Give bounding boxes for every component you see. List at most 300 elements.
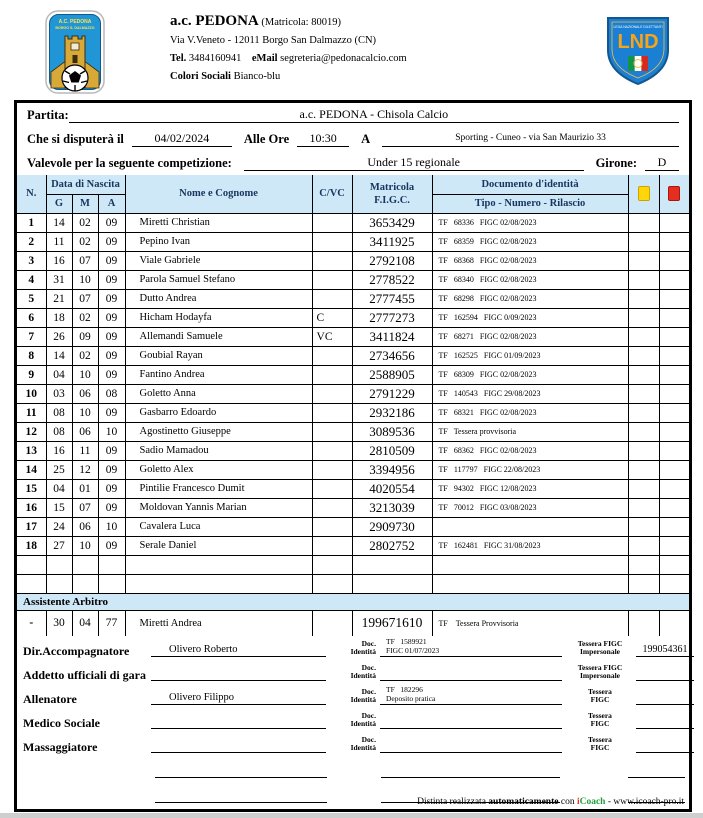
player-name-cell: Hicham Hodayfa [125,308,312,327]
player-month-cell: 10 [72,536,98,555]
yellow-card-icon [638,186,650,201]
staff-name-line [151,728,326,729]
player-cvc-cell [312,498,352,517]
player-number-cell: 2 [17,232,46,251]
staff-tessera-line [636,704,694,705]
empty-table-row [17,574,689,593]
assistant-year-cell: 77 [98,610,125,636]
player-month-cell: 06 [72,384,98,403]
table-row [17,479,689,498]
player-year-cell: 09 [98,213,125,232]
match-sheet [14,100,692,812]
player-name-cell: Fantino Andrea [125,365,312,384]
staff-tessera-line [636,728,694,729]
player-name-cell: Goubial Rayan [125,346,312,365]
player-name-cell: Parola Samuel Stefano [125,270,312,289]
lnd-text: LND [617,31,659,53]
player-month-cell: 07 [72,498,98,517]
col-header-red-card [659,175,689,213]
assistant-month-cell: 04 [72,610,98,636]
player-red-cell [659,270,689,289]
player-yellow-cell [628,460,659,479]
player-doc-cell: TF 68359 FIGC 02/08/2023 [432,232,628,251]
player-yellow-cell [628,498,659,517]
player-day-cell: 24 [46,517,72,536]
footer-text: Distinta realizzata [417,797,489,807]
player-month-cell: 07 [72,289,98,308]
letterhead [0,0,703,100]
player-number-cell: 4 [17,270,46,289]
assistant-name-cell: Miretti Andrea [125,610,312,636]
player-number-cell: 1 [17,213,46,232]
player-matricola-cell: 2802752 [352,536,432,555]
player-matricola-cell: 3213039 [352,498,432,517]
player-day-cell: 31 [46,270,72,289]
email-value: segreteria@pedonacalcio.com [280,53,407,64]
player-number-cell: 14 [17,460,46,479]
blank-line [381,777,560,778]
staff-doc-value: TF 182296 Deposito pratica [386,685,436,703]
player-year-cell: 10 [98,422,125,441]
staff-doc-line [380,680,562,681]
player-number-cell: 18 [17,536,46,555]
staff-tessera-label: Tessera FIGC [588,686,612,705]
player-month-cell: 11 [72,441,98,460]
roster-table [17,175,689,636]
player-day-cell: 04 [46,479,72,498]
player-matricola-cell: 2932186 [352,403,432,422]
player-doc-cell [432,517,628,536]
venue-value: Sporting - Cuneo - via San Maurizio 33 [382,133,679,147]
player-number-cell: 10 [17,384,46,403]
player-year-cell: 09 [98,289,125,308]
player-red-cell [659,498,689,517]
player-matricola-cell: 2810509 [352,441,432,460]
player-day-cell: 14 [46,213,72,232]
player-number-cell: 11 [17,403,46,422]
player-doc-cell: TF 68298 FIGC 02/08/2023 [432,289,628,308]
competition-value: Under 15 regionale [244,155,584,171]
club-badge-line2: BORGO S. DALMAZZO [55,26,95,30]
player-month-cell: 10 [72,365,98,384]
player-year-cell: 09 [98,251,125,270]
staff-tessera-label: Tessera FIGC [588,734,612,753]
player-name-cell: Sadio Mamadou [125,441,312,460]
table-row [17,308,689,327]
player-name-cell: Pepino Ivan [125,232,312,251]
staff-tessera-line [636,644,694,657]
staff-name-line [151,692,326,705]
player-red-cell [659,384,689,403]
time-value: 10:30 [297,131,349,147]
col-header-year: A [98,194,125,213]
player-matricola-cell: 2777455 [352,289,432,308]
player-number-cell: 17 [17,517,46,536]
table-row [17,232,689,251]
staff-row [17,661,689,685]
player-matricola-cell: 2909730 [352,517,432,536]
player-month-cell: 12 [72,460,98,479]
player-year-cell: 09 [98,270,125,289]
player-red-cell [659,403,689,422]
date-value: 04/02/2024 [132,131,232,147]
staff-doc-value: TF 1589921 FIGC 01/07/2023 [386,637,440,655]
player-day-cell: 11 [46,232,72,251]
player-month-cell: 02 [72,308,98,327]
date-label: Che si disputerà il [27,132,124,146]
player-yellow-cell [628,327,659,346]
player-red-cell [659,289,689,308]
player-red-cell [659,517,689,536]
player-matricola-cell: 3411925 [352,232,432,251]
player-red-cell [659,460,689,479]
table-row [17,251,689,270]
player-doc-cell: TF 68336 FIGC 02/08/2023 [432,213,628,232]
player-doc-cell: TF 162481 FIGC 31/08/2023 [432,536,628,555]
player-day-cell: 16 [46,251,72,270]
player-day-cell: 27 [46,536,72,555]
assistant-section [17,593,689,636]
player-number-cell: 15 [17,479,46,498]
staff-doc-line [380,685,562,705]
club-crest-icon [45,10,105,99]
club-name: a.c. PEDONA [170,13,259,29]
player-year-cell: 09 [98,308,125,327]
blank-line [155,802,327,803]
player-year-cell: 08 [98,384,125,403]
player-doc-cell: TF 68271 FIGC 02/08/2023 [432,327,628,346]
player-name-cell: Goletto Anna [125,384,312,403]
player-day-cell: 26 [46,327,72,346]
player-year-cell: 09 [98,479,125,498]
tel-value: 3484160941 [188,53,242,64]
lnd-logo-icon [604,14,672,93]
blank-signature-row [17,757,689,782]
assistant-section-title: Assistente Arbitro [17,593,689,610]
player-yellow-cell [628,479,659,498]
player-number-cell: 12 [17,422,46,441]
player-year-cell: 09 [98,498,125,517]
col-header-number: N. [17,175,46,213]
player-day-cell: 14 [46,346,72,365]
player-red-cell [659,308,689,327]
player-yellow-cell [628,308,659,327]
player-number-cell: 9 [17,365,46,384]
col-header-matricola: Matricola F.I.G.C. [352,175,432,213]
table-row [17,517,689,536]
player-cvc-cell [312,441,352,460]
table-row [17,498,689,517]
player-day-cell: 03 [46,384,72,403]
partita-row [17,103,689,127]
staff-doc-label: Doc. Identità [350,734,376,753]
player-doc-cell: TF 94302 FIGC 12/08/2023 [432,479,628,498]
lnd-arc-text: LEGA NAZIONALE DILETTANTI [613,25,663,29]
club-address: Via V.Veneto - 12011 Borgo San Dalmazzo (CN) [170,35,377,46]
player-red-cell [659,422,689,441]
player-yellow-cell [628,422,659,441]
player-doc-cell: TF 140543 FIGC 29/08/2023 [432,384,628,403]
staff-doc-line [380,637,562,657]
competition-row [17,151,689,175]
player-yellow-cell [628,213,659,232]
player-cvc-cell [312,479,352,498]
player-doc-cell: TF 70012 FIGC 03/08/2023 [432,498,628,517]
competition-label: Valevole per la seguente competizione: [27,156,232,170]
player-cvc-cell: C [312,308,352,327]
player-yellow-cell [628,384,659,403]
assistant-row [17,610,689,636]
player-name-cell: Gasbarro Edoardo [125,403,312,422]
partita-value: a.c. PEDONA - Chisola Calcio [69,107,679,123]
player-doc-cell: TF 68362 FIGC 02/08/2023 [432,441,628,460]
player-cvc-cell [312,365,352,384]
player-red-cell [659,479,689,498]
player-cvc-cell [312,289,352,308]
a-label: A [361,132,371,146]
col-header-document: Documento d'identità [432,175,628,194]
player-month-cell: 02 [72,213,98,232]
staff-role-label: Medico Sociale [23,716,100,730]
player-cvc-cell: VC [312,327,352,346]
player-red-cell [659,327,689,346]
girone-value: D [645,155,679,171]
player-doc-cell: TF 68368 FIGC 02/08/2023 [432,251,628,270]
table-row [17,536,689,555]
player-cvc-cell [312,384,352,403]
player-matricola-cell: 2792108 [352,251,432,270]
player-year-cell: 09 [98,232,125,251]
player-matricola-cell: 3653429 [352,213,432,232]
player-name-cell: Allemandi Samuele [125,327,312,346]
player-yellow-cell [628,251,659,270]
player-year-cell: 09 [98,365,125,384]
player-matricola-cell: 4020554 [352,479,432,498]
player-cvc-cell [312,270,352,289]
club-contacts [170,50,407,68]
col-header-name: Nome e Cognome [125,175,312,213]
table-row [17,403,689,422]
player-month-cell: 10 [72,403,98,422]
assistant-matricola-cell: 199671610 [352,610,432,636]
staff-tessera-value: 199054361 [642,644,688,655]
staff-tessera-label: Tessera FIGC Impersonale [577,662,623,681]
player-day-cell: 18 [46,308,72,327]
player-cvc-cell [312,460,352,479]
partita-label: Partita: [27,108,69,122]
table-row [17,270,689,289]
icoach-coach: Coach [579,797,606,807]
player-name-cell: Serale Daniel [125,536,312,555]
player-name-cell: Cavalera Luca [125,517,312,536]
player-cvc-cell [312,536,352,555]
staff-row [17,637,689,661]
assistant-band [17,593,689,610]
player-month-cell: 02 [72,346,98,365]
table-row [17,441,689,460]
colors-label: Colori Sociali [170,71,231,82]
player-number-cell: 6 [17,308,46,327]
date-row [17,127,689,151]
player-cvc-cell [312,517,352,536]
player-doc-cell: TF 117797 FIGC 22/08/2023 [432,460,628,479]
player-rows [17,213,689,593]
player-year-cell: 09 [98,403,125,422]
staff-tessera-label: Tessera FIGC Impersonale [577,638,623,657]
col-header-day: G [46,194,72,213]
staff-role-label: Dir.Accompagnatore [23,644,130,658]
player-name-cell: Pintilie Francesco Dumit [125,479,312,498]
player-cvc-cell [312,403,352,422]
footer-credit: Distinta realizzata automaticamente con iCoach - www.icoach-pro.it [417,797,684,807]
player-doc-cell: TF 162594 FIGC 0/09/2023 [432,308,628,327]
girone-label: Girone: [595,156,637,170]
player-cvc-cell [312,213,352,232]
player-yellow-cell [628,536,659,555]
staff-row [17,685,689,709]
player-day-cell: 04 [46,365,72,384]
table-row [17,384,689,403]
player-month-cell: 07 [72,251,98,270]
club-colors [170,68,407,86]
player-red-cell [659,213,689,232]
col-header-yellow-card [628,175,659,213]
player-doc-cell: TF Tessera provvisoria [432,422,628,441]
player-day-cell: 21 [46,289,72,308]
player-year-cell: 09 [98,460,125,479]
table-row [17,422,689,441]
player-doc-cell: TF 68309 FIGC 02/08/2023 [432,365,628,384]
empty-table-row [17,555,689,574]
player-yellow-cell [628,517,659,536]
player-name-cell: Goletto Alex [125,460,312,479]
assistant-day-cell: 30 [46,610,72,636]
player-number-cell: 13 [17,441,46,460]
player-day-cell: 25 [46,460,72,479]
player-yellow-cell [628,270,659,289]
player-red-cell [659,232,689,251]
col-header-birthdate: Data di Nascita [46,175,125,194]
staff-name-line [151,680,326,681]
player-yellow-cell [628,232,659,251]
assistant-yellow-cell [628,610,659,636]
time-label: Alle Ore [243,132,290,146]
player-day-cell: 16 [46,441,72,460]
player-day-cell: 15 [46,498,72,517]
player-yellow-cell [628,289,659,308]
player-yellow-cell [628,441,659,460]
player-matricola-cell: 2791229 [352,384,432,403]
player-name-cell: Miretti Christian [125,213,312,232]
player-matricola-cell: 3411824 [352,327,432,346]
player-month-cell: 10 [72,270,98,289]
email-label: eMail [251,53,278,64]
player-number-cell: 16 [17,498,46,517]
player-name-cell: Dutto Andrea [125,289,312,308]
col-header-doc-detail: Tipo - Numero - Rilascio [432,194,628,213]
staff-section [17,637,689,757]
blank-line [155,777,327,778]
player-matricola-cell: 2778522 [352,270,432,289]
staff-name-line [151,644,326,657]
icoach-i: i [576,797,580,807]
player-matricola-cell: 2777273 [352,308,432,327]
table-row [17,346,689,365]
player-name-cell: Viale Gabriele [125,251,312,270]
assistant-number-cell: - [17,610,46,636]
tel-label: Tel. [170,53,187,64]
player-cvc-cell [312,232,352,251]
player-red-cell [659,441,689,460]
player-day-cell: 08 [46,403,72,422]
blank-line [628,777,685,778]
player-yellow-cell [628,365,659,384]
player-name-cell: Agostinetto Giuseppe [125,422,312,441]
staff-doc-label: Doc. Identità [350,710,376,729]
player-month-cell: 09 [72,327,98,346]
table-row [17,460,689,479]
player-cvc-cell [312,251,352,270]
assistant-red-cell [659,610,689,636]
player-yellow-cell [628,346,659,365]
staff-tessera-label: Tessera FIGC [588,710,612,729]
staff-role-label: Massaggiatore [23,740,98,754]
player-cvc-cell [312,422,352,441]
player-month-cell: 01 [72,479,98,498]
roster-header [17,175,689,213]
staff-row [17,733,689,757]
player-month-cell: 02 [72,232,98,251]
staff-name-line [151,752,326,753]
staff-tessera-line [636,680,694,681]
player-yellow-cell [628,403,659,422]
player-red-cell [659,536,689,555]
staff-doc-label: Doc. Identità [350,662,376,681]
player-year-cell: 09 [98,346,125,365]
player-number-cell: 5 [17,289,46,308]
staff-role-label: Addetto ufficiali di gara [23,668,146,682]
player-day-cell: 08 [46,422,72,441]
player-matricola-cell: 3089536 [352,422,432,441]
assistant-doc-cell: TF Tessera Provvisoria [432,610,628,636]
staff-name-value: Olivero Filippo [169,692,235,703]
table-row [17,365,689,384]
player-doc-cell: TF 162525 FIGC 01/09/2023 [432,346,628,365]
player-year-cell: 09 [98,441,125,460]
red-card-icon [668,186,680,201]
col-header-month: M [72,194,98,213]
player-number-cell: 3 [17,251,46,270]
staff-role-label: Allenatore [23,692,77,706]
staff-tessera-line [636,752,694,753]
player-red-cell [659,251,689,270]
player-matricola-cell: 2588905 [352,365,432,384]
italy-flag-icon [628,56,648,71]
player-matricola-cell: 3394956 [352,460,432,479]
staff-name-value: Olivero Roberto [169,644,238,655]
player-month-cell: 06 [72,517,98,536]
player-red-cell [659,346,689,365]
player-number-cell: 8 [17,346,46,365]
player-year-cell: 10 [98,517,125,536]
club-info [170,12,407,86]
player-month-cell: 06 [72,422,98,441]
club-matricola: (Matricola: 80019) [261,17,341,28]
col-header-captain: C/VC [312,175,352,213]
assistant-cvc-cell [312,610,352,636]
player-cvc-cell [312,346,352,365]
staff-doc-line [380,728,562,729]
